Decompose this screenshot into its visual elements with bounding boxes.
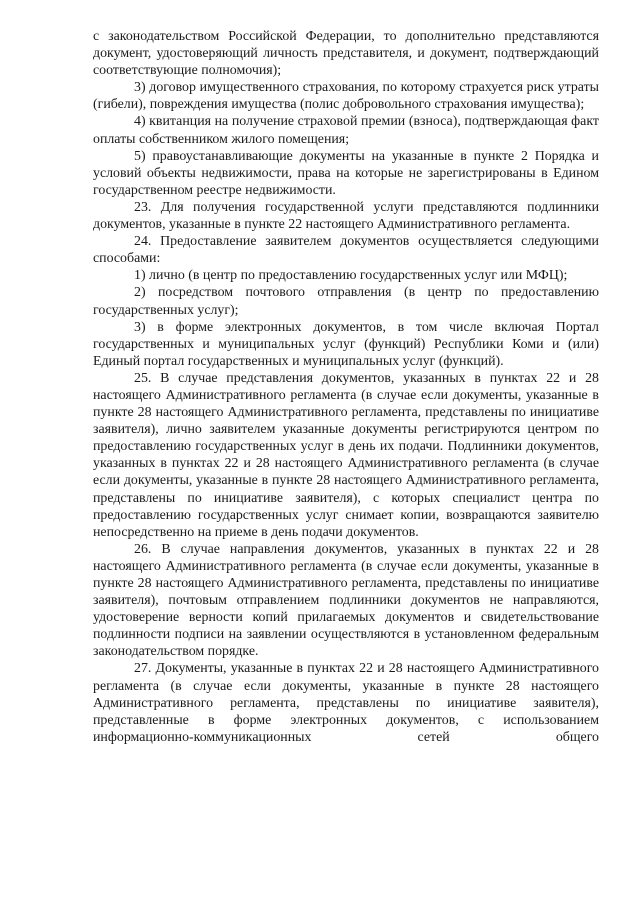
paragraph-method-1-in-person: 1) лично (в центр по предоставлению государственных услуг или МФЦ);	[134, 268, 568, 284]
document-page	[93, 28, 599, 746]
paragraph-clause-24: 24. Предоставление заявителем документов осуществляется следующими способами:	[93, 234, 599, 267]
paragraph-item-4-receipt: 4) квитанция на получение страховой премии (взноса), подтверждающая факт оплаты собственником жилого помещения;	[93, 114, 599, 147]
paragraph-item-3-insurance-contract: 3) договор имущественного страхования, по которому страхуется риск утраты (гибели), повреждения имущества (полис добровольного страхования имущества);	[93, 80, 599, 113]
paragraph-continuation: с законодательством Российской Федерации, то дополнительно представляются документ, удостоверяющий личность представителя, и документ, подтверждающий соответствующие полномочия);	[93, 29, 599, 79]
paragraph-item-5-title-documents: 5) правоустанавливающие документы на указанные в пункте 2 Порядка и условий объекты недвижимости, права на которые не зарегистрированы в Едином государственном реестре недвижимости.	[93, 148, 599, 198]
paragraph-clause-25: 25. В случае представления документов, указанных в пунктах 22 и 28 настоящего Административного регламента (в случае если документы, указанные в пункте 28 настоящего Административного регламента, представлены по инициативе заявителя), лично заявителем указанные документы регистрируются центром по предоставлению государственных услуг в день их подачи. Подлинники документов, указанных в пунктах 22 и 28 настоящего Административного регламента (в случае если документы, указанные в пункте 28 настоящего Административного регламента, представлены по инициативе заявителя), с которых специалист центра по предоставлению государственных услуг снимает копии, возвращаются заявителю непосредственно на приеме в день подачи документов.	[93, 370, 599, 540]
paragraph-method-3-electronic: 3) в форме электронных документов, в том числе включая Портал государственных и муниципальных услуг (функций) Республики Коми и (или) Единый портал государственных и муниципальных услуг (функций).	[93, 319, 599, 369]
paragraph-method-2-post: 2) посредством почтового отправления (в центр по предоставлению государственных услуг);	[93, 285, 599, 318]
paragraph-clause-23: 23. Для получения государственной услуги представляются подлинники документов, указанные в пункте 22 настоящего Административного регламента.	[93, 199, 599, 233]
paragraph-clause-26: 26. В случае направления документов, указанных в пунктах 22 и 28 настоящего Административного регламента (в случае если документы, указанные в пункте 28 настоящего Административного регламента, представлены по инициативе заявителя), почтовым отправлением подлинники документов не направляются, удостоверение верности копий прилагаемых документов и свидетельствование подлинности подписи на заявлении осуществляются в установленном федеральным законодательством порядке.	[93, 541, 599, 660]
paragraph-clause-27: 27. Документы, указанные в пунктах 22 и 28 настоящего Административного регламента (в случае если документы, указанные в пункте 28 настоящего Административного регламента, представлены по инициативе заявителя), представленные в форме электронных документов, с использованием информационно-коммуникационных сетей общего	[93, 661, 599, 745]
